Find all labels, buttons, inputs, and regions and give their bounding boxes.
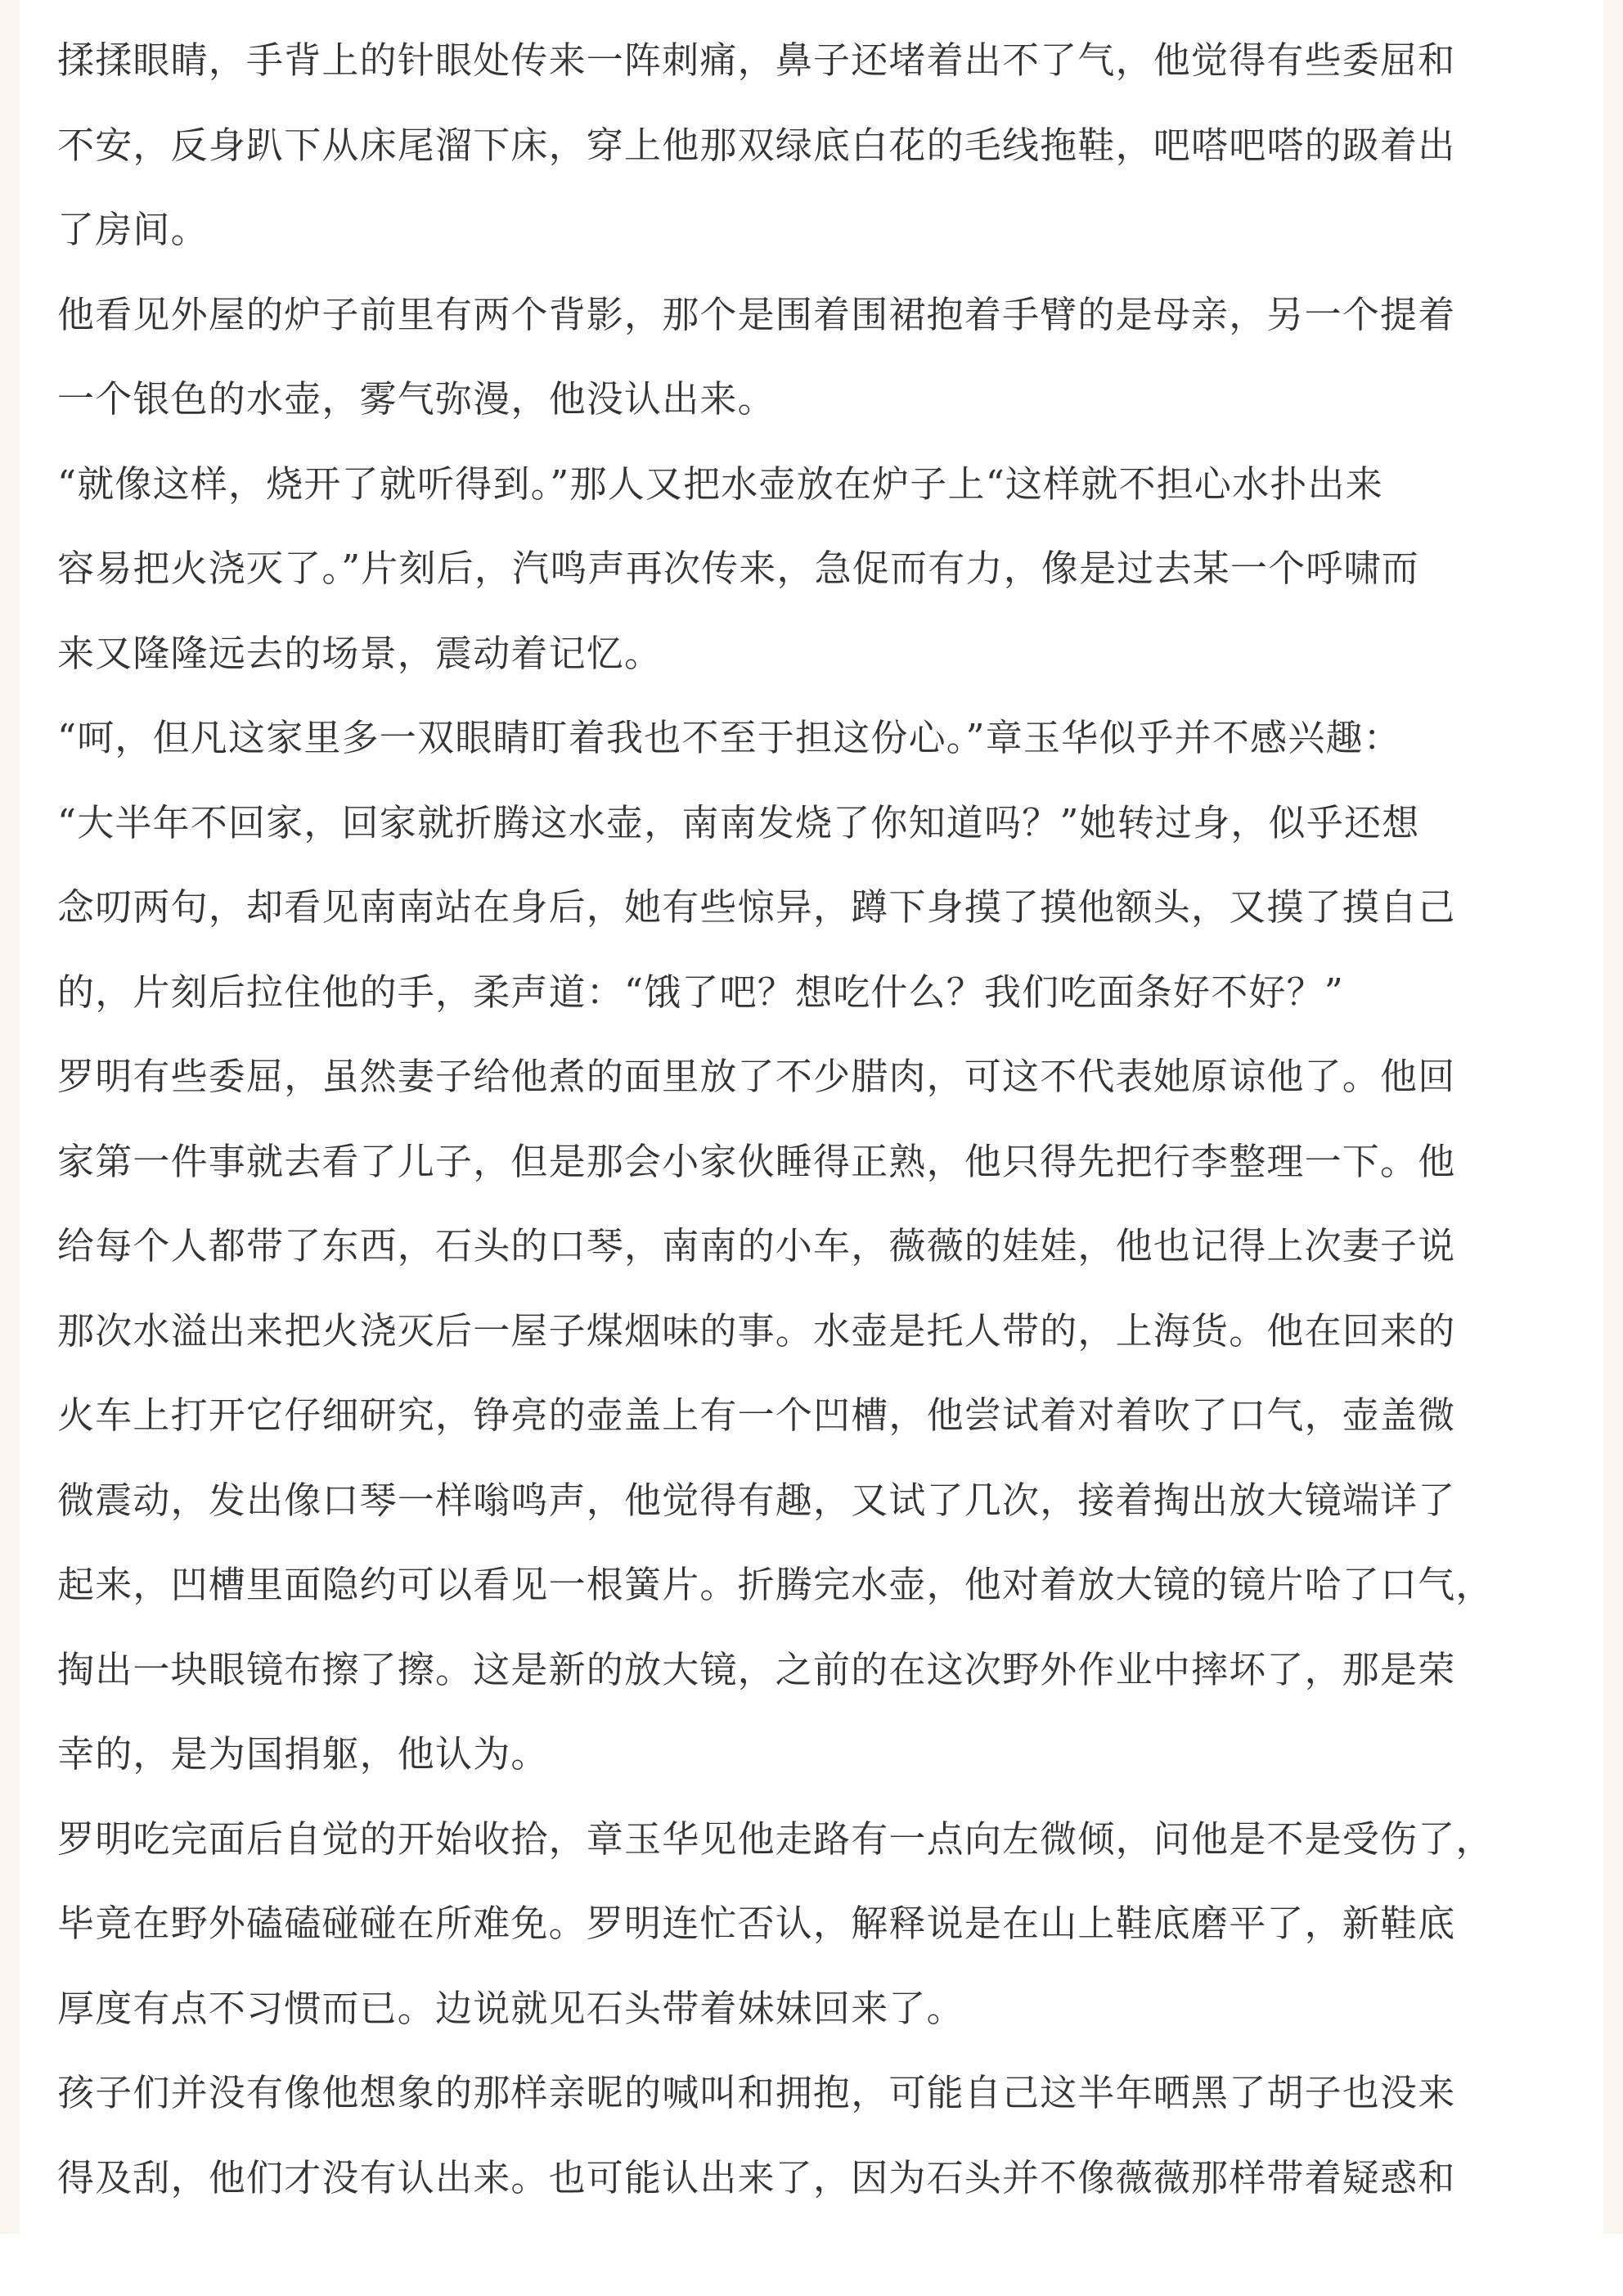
text-line: 家第一件事就去看了儿子，但是那会小家伙睡得正熟，他只得先把行李整理一下。他 xyxy=(57,1139,1456,1183)
text-line: 起来，凹槽里面隐约可以看见一根簧片。折腾完水壶，他对着放大镜的镜片哈了口气， xyxy=(57,1563,1494,1606)
text-line: 火车上打开它仔细研究，铮亮的壶盖上有一个凹槽，他尝试着对着吹了口气，壶盖微 xyxy=(57,1393,1456,1437)
text-line: 不安，反身趴下从床尾溜下床，穿上他那双绿底白花的毛线拖鞋，吧嗒吧嗒的趿着出 xyxy=(57,123,1456,167)
text-line: 给每个人都带了东西，石头的口琴，南南的小车，薇薇的娃娃，他也记得上次妻子说 xyxy=(57,1224,1456,1267)
text-line: 他看见外屋的炉子前里有两个背影，那个是围着围裙抱着手臂的是母亲，另一个提着 xyxy=(57,292,1456,336)
text-line: 一个银色的水壶，雾气弥漫，他没认出来。 xyxy=(57,377,776,421)
text-line: 罗明有些委屈，虽然妻子给他煮的面里放了不少腊肉，可这不代表她原谅他了。他回 xyxy=(57,1055,1456,1098)
text-line: 那次水溢出来把火浇灭后一屋子煤烟味的事。水壶是托人带的，上海货。他在回来的 xyxy=(57,1308,1456,1353)
text-line: 幸的，是为国捐躯，他认为。 xyxy=(57,1732,549,1776)
text-line: 毕竟在野外磕磕碰碰在所难免。罗明连忙否认，解释说是在山上鞋底磨平了，新鞋底 xyxy=(57,1902,1456,1945)
text-line: 了房间。 xyxy=(57,208,209,251)
text-line: 容易把火浇灭了。”片刻后，汽鸣声再次传来，急促而有力，像是过去某一个呼啸而 xyxy=(57,547,1419,590)
text-line: 念叨两句，却看见南南站在身后，她有些惊异，蹲下身摸了摸他额头，又摸了摸自己 xyxy=(57,885,1456,929)
text-line: 得及刮，他们才没有认出来。也可能认出来了，因为石头并不像薇薇那样带着疑惑和 xyxy=(57,2155,1456,2199)
text-line: 揉揉眼睛，手背上的针眼处传来一阵刺痛，鼻子还堵着出不了气，他觉得有些委屈和 xyxy=(57,38,1456,82)
text-line: 微震动，发出像口琴一样嗡鸣声，他觉得有趣，又试了几次，接着掏出放大镜端详了 xyxy=(57,1478,1456,1522)
bottom-margin xyxy=(0,2234,1623,2296)
text-line: 罗明吃完面后自觉的开始收拾，章玉华见他走路有一点向左微倾，问他是不是受伤了， xyxy=(57,1817,1494,1861)
text-line: 来又隆隆远去的场景，震动着记忆。 xyxy=(57,631,663,675)
text-line: 掏出一块眼镜布擦了擦。这是新的放大镜，之前的在这次野外作业中摔坏了，那是荣 xyxy=(57,1647,1456,1691)
text-line: 孩子们并没有像他想象的那样亲昵的喊叫和拥抱，可能自己这半年晒黑了胡子也没来 xyxy=(57,2071,1456,2114)
text-line: “呵，但凡这家里多一双眼睛盯着我也不至于担这份心。”章玉华似乎并不感兴趣： xyxy=(57,716,1401,759)
text-line: 厚度有点不习惯而已。边说就见石头带着妹妹回来了。 xyxy=(57,1986,964,2030)
text-line: “大半年不回家，回家就折腾这水壶，南南发烧了你知道吗？”她转过身，似乎还想 xyxy=(57,800,1420,844)
text-line: “就像这样，烧开了就听得到。”那人又把水壶放在炉子上“这样就不担心水扑出来 xyxy=(57,461,1383,506)
document-body xyxy=(57,18,1569,2220)
text-line: 的，片刻后拉住他的手，柔声道：“饿了吧？想吃什么？我们吃面条好不好？” xyxy=(57,970,1345,1014)
left-margin-strip xyxy=(0,0,20,2234)
right-margin-strip xyxy=(1603,0,1623,2234)
